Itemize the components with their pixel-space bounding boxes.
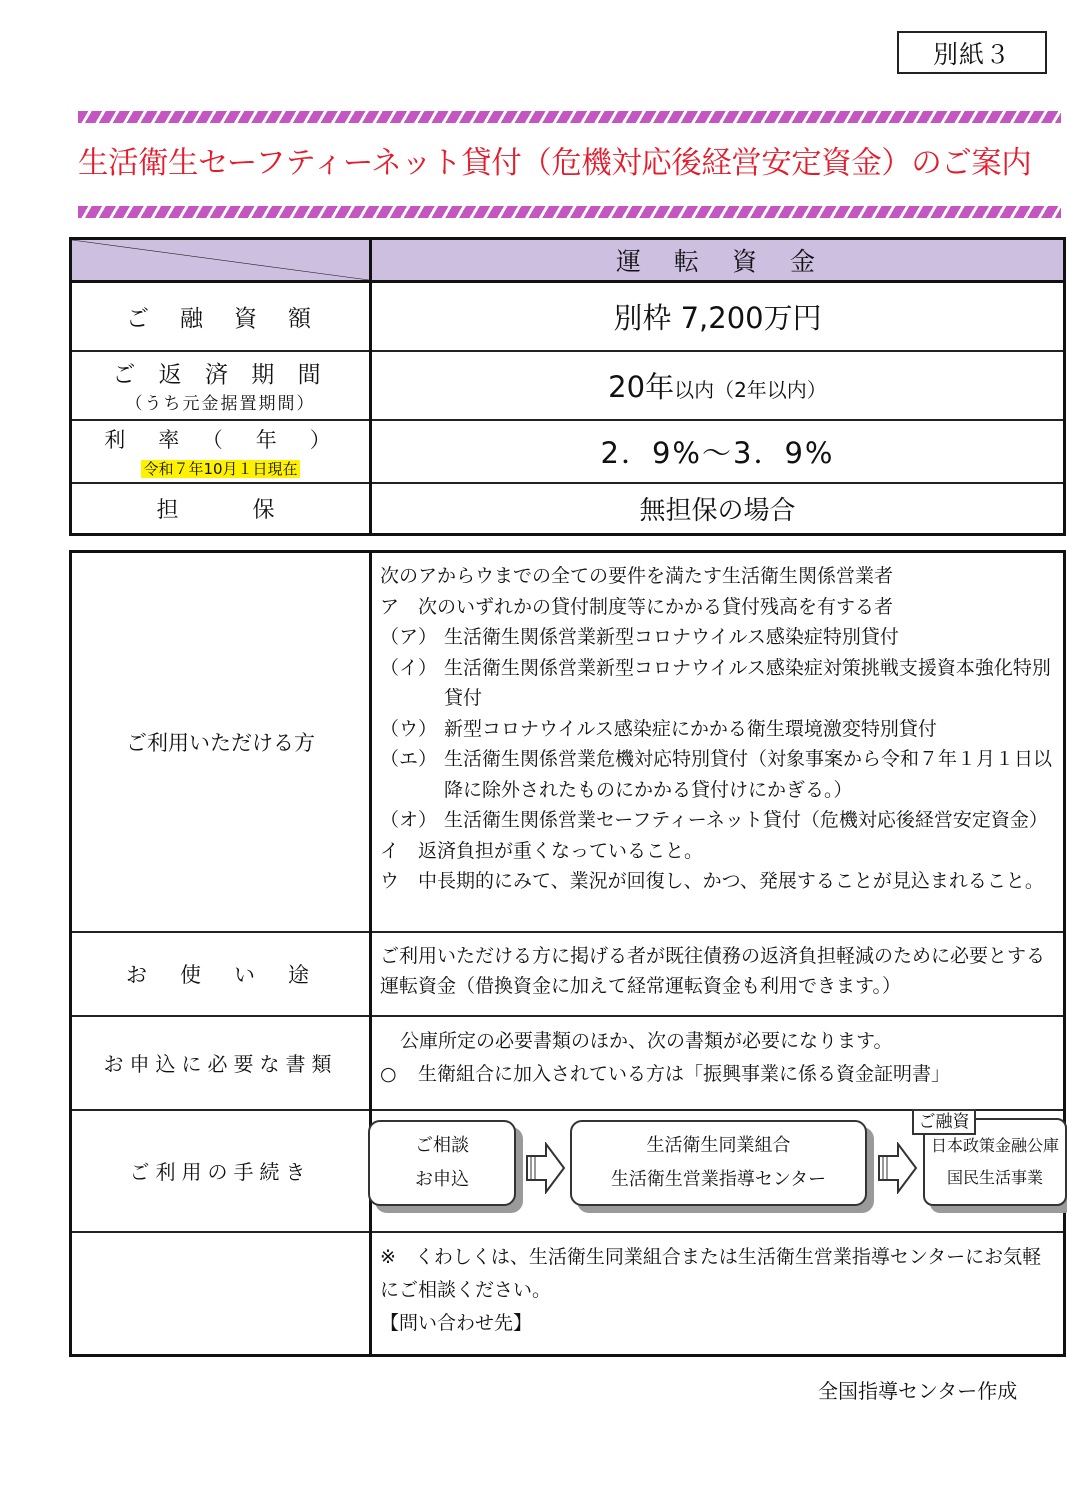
details-table	[69, 550, 1066, 1357]
arrow-icon	[526, 1142, 566, 1194]
loan-tag: ご融資	[912, 1109, 976, 1135]
step-association-box: 生活衛生同業組合 生活衛生営業指導センター	[570, 1120, 867, 1206]
footer-credit: 全国指導センター作成	[818, 1379, 1018, 1403]
contact-label-cell	[71, 1232, 371, 1356]
collateral-label: 担 保	[71, 483, 371, 535]
use-content: ご利用いただける方に掲げる者が既往債務の返済負担軽減のために必要とする運転資金（借換資金に加えて経常運転資金も利用できます。）	[371, 932, 1065, 1016]
documents-label: お申込に必要な書類	[71, 1016, 371, 1110]
documents-content: 公庫所定の必要書類のほか、次の書類が必要になります。 ○ 生衛組合に加入されている方は「振興事業に係る資金証明書」	[371, 1016, 1065, 1110]
interest-rate-value: 2．9%～3．9%	[371, 420, 1065, 483]
step-consult-box: ご相談 お申込	[368, 1120, 516, 1206]
annex-label: 別紙３	[897, 31, 1047, 74]
repayment-period-value: 20年以内（2年以内）	[371, 351, 1065, 420]
eligible-label: ご利用いただける方	[71, 552, 371, 932]
top-stripe	[78, 111, 1061, 123]
loan-amount-label: ご 融 資 額	[71, 282, 371, 351]
page-title: 生活衛生セーフティーネット貸付（危機対応後経営安定資金）のご案内	[78, 146, 1032, 181]
contact-heading: 【問い合わせ先】	[380, 1311, 533, 1334]
step-jfc-box: 日本政策金融公庫 国民生活事業	[923, 1118, 1067, 1206]
diagonal-header-cell	[71, 239, 371, 282]
bottom-stripe	[78, 206, 1061, 218]
summary-table	[69, 237, 1066, 536]
interest-rate-label: 利 率 （ 年 ） 令和７年10月１日現在	[71, 420, 371, 483]
collateral-value: 無担保の場合	[371, 483, 1065, 535]
repayment-period-label: ご 返 済 期 間 （うち元金据置期間）	[71, 351, 371, 420]
contact-content: ※ くわしくは、生活衛生同業組合または生活衛生営業指導センターにお気軽にご相談ください。 【問い合わせ先】	[371, 1232, 1065, 1356]
rate-date-note: 令和７年10月１日現在	[143, 459, 298, 478]
arrow-icon	[878, 1142, 918, 1194]
loan-amount-value: 別枠 7,200万円	[371, 282, 1065, 351]
procedure-label: ご利用の手続き	[71, 1110, 371, 1232]
eligible-content: 次のアからウまでの全ての要件を満たす生活衛生関係営業者 ア 次のいずれかの貸付制度等にかかる貸付残高を有する者 （ア） 生活衛生関係営業新型コロナウイルス感染症特別貸付 （イ） 生活衛生関係営業新型コロナウイルス感染症対策挑戦支援資本強化特別貸付 （ウ） 新型コロナウイルス感染症にかかる衛生環境激変特別貸付 （エ） 生活衛生関係営業危機対応特別貸付（対象事案から令和７年１月１日以降に除外されたものにかかる貸付けにかぎる。） （オ） 生活衛生関係営業セーフティーネット貸付（危機対応後経営安定資金） イ 返済負担が重くなっていること。 ウ 中長期的にみて、業況が回復し、かつ、発展することが見込まれること。	[371, 552, 1065, 932]
working-capital-header: 運 転 資 金	[371, 239, 1065, 282]
use-label: お 使 い 途	[71, 932, 371, 1016]
